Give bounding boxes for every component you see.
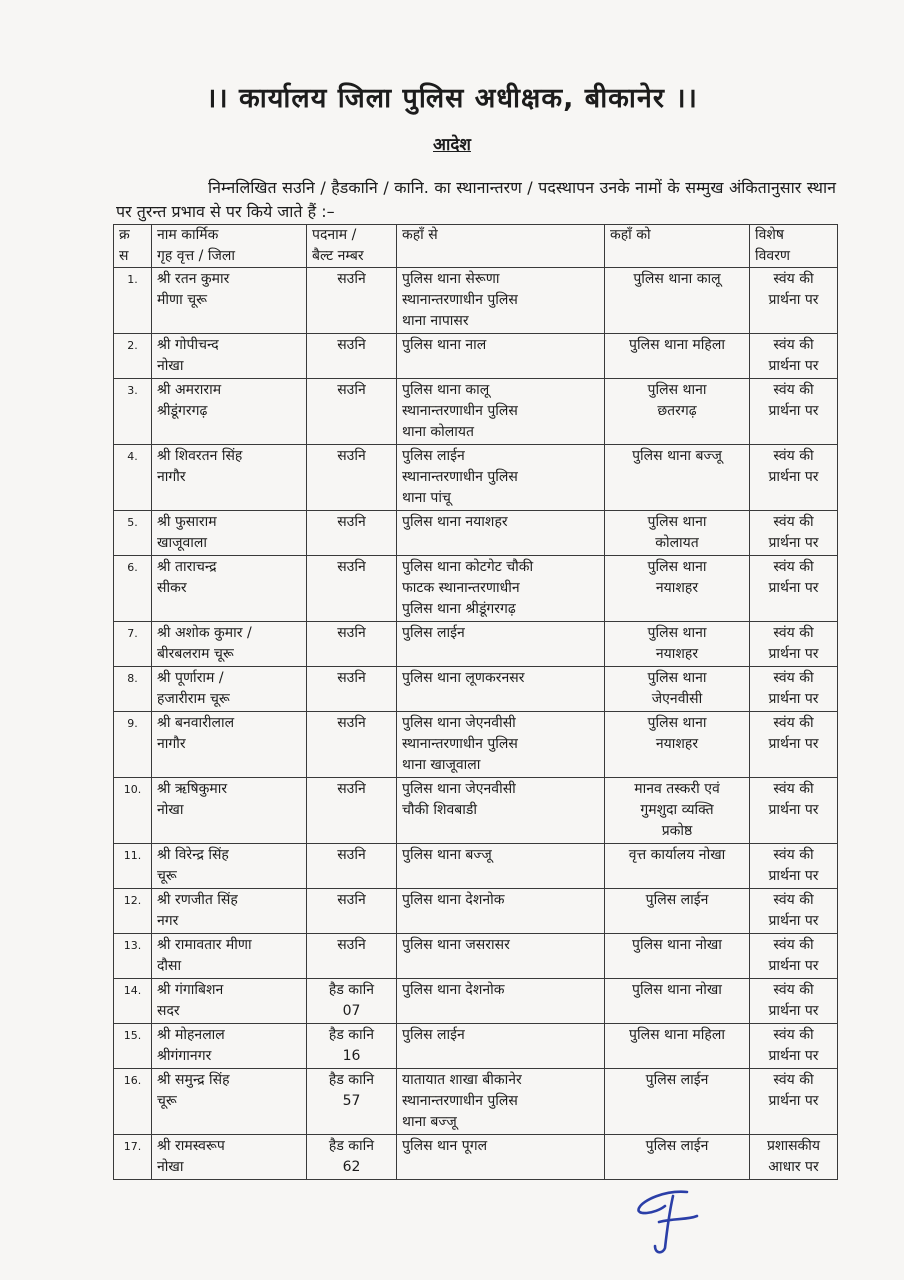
- cell-post: हैड कानि 57: [307, 1069, 397, 1135]
- cell-remarks: स्वंय की प्रार्थना पर: [750, 1024, 838, 1069]
- cell-post: सउनि: [307, 556, 397, 622]
- cell-remarks: स्वंय की प्रार्थना पर: [750, 667, 838, 712]
- cell-serial: 3.: [114, 379, 152, 445]
- header-from: कहाँ से: [397, 225, 605, 268]
- cell-remarks: स्वंय की प्रार्थना पर: [750, 511, 838, 556]
- cell-from: पुलिस थाना जसरासर: [397, 934, 605, 979]
- table-row: [114, 844, 838, 889]
- cell-post: सउनि: [307, 667, 397, 712]
- table-row: [114, 778, 838, 844]
- cell-serial: 9.: [114, 712, 152, 778]
- cell-to: पुलिस लाईन: [605, 889, 750, 934]
- cell-remarks: स्वंय की प्रार्थना पर: [750, 712, 838, 778]
- cell-serial: 17.: [114, 1135, 152, 1180]
- cell-to: पुलिस लाईन: [605, 1135, 750, 1180]
- cell-from: पुलिस लाईन: [397, 1024, 605, 1069]
- cell-serial: 4.: [114, 445, 152, 511]
- cell-name: श्री ऋषिकुमार नोखा: [152, 778, 307, 844]
- cell-to: पुलिस थाना बज्जू: [605, 445, 750, 511]
- cell-from: पुलिस थाना देशनोक: [397, 979, 605, 1024]
- cell-serial: 8.: [114, 667, 152, 712]
- cell-from: पुलिस लाईन: [397, 622, 605, 667]
- order-heading: [0, 132, 904, 155]
- cell-remarks: स्वंय की प्रार्थना पर: [750, 445, 838, 511]
- cell-remarks: स्वंय की प्रार्थना पर: [750, 778, 838, 844]
- table-row: [114, 889, 838, 934]
- cell-serial: 10.: [114, 778, 152, 844]
- cell-name: श्री रामस्वरूप नोखा: [152, 1135, 307, 1180]
- signature: [625, 1186, 715, 1256]
- cell-from: पुलिस थान पूगल: [397, 1135, 605, 1180]
- table-row: [114, 667, 838, 712]
- table-row: [114, 1069, 838, 1135]
- cell-name: श्री गंगाबिशन सदर: [152, 979, 307, 1024]
- cell-remarks: स्वंय की प्रार्थना पर: [750, 622, 838, 667]
- cell-remarks: स्वंय की प्रार्थना पर: [750, 934, 838, 979]
- cell-name: श्री अशोक कुमार / बीरबलराम चूरू: [152, 622, 307, 667]
- table-row: [114, 268, 838, 334]
- table-row: [114, 334, 838, 379]
- cell-to: पुलिस थाना कोलायत: [605, 511, 750, 556]
- header-serial: क्र स: [114, 225, 152, 268]
- cell-name: श्री गोपीचन्द नोखा: [152, 334, 307, 379]
- cell-name: श्री मोहनलाल श्रीगंगानगर: [152, 1024, 307, 1069]
- cell-remarks: स्वंय की प्रार्थना पर: [750, 268, 838, 334]
- cell-post: सउनि: [307, 934, 397, 979]
- cell-to: पुलिस थाना नयाशहर: [605, 556, 750, 622]
- cell-from: पुलिस थाना लूणकरनसर: [397, 667, 605, 712]
- cell-to: पुलिस लाईन: [605, 1069, 750, 1135]
- intro-paragraph: [116, 176, 836, 224]
- table-row: [114, 1135, 838, 1180]
- cell-remarks: स्वंय की प्रार्थना पर: [750, 844, 838, 889]
- order-heading-text: आदेश: [433, 135, 471, 155]
- cell-to: पुलिस थाना नोखा: [605, 934, 750, 979]
- cell-serial: 14.: [114, 979, 152, 1024]
- table-body: [114, 268, 838, 1180]
- cell-serial: 13.: [114, 934, 152, 979]
- table-row: [114, 511, 838, 556]
- cell-post: सउनि: [307, 334, 397, 379]
- cell-to: पुलिस थाना कालू: [605, 268, 750, 334]
- cell-to: पुलिस थाना जेएनवीसी: [605, 667, 750, 712]
- cell-post: सउनि: [307, 712, 397, 778]
- header-remarks: विशेष विवरण: [750, 225, 838, 268]
- cell-post: सउनि: [307, 889, 397, 934]
- table-row: [114, 379, 838, 445]
- table-row: [114, 1024, 838, 1069]
- cell-remarks: स्वंय की प्रार्थना पर: [750, 979, 838, 1024]
- cell-from: यातायात शाखा बीकानेर स्थानान्तरणाधीन पुलिस थाना बज्जू: [397, 1069, 605, 1135]
- cell-post: हैड कानि 07: [307, 979, 397, 1024]
- header-post: पदनाम / बैल्ट नम्बर: [307, 225, 397, 268]
- cell-post: सउनि: [307, 445, 397, 511]
- cell-from: पुलिस थाना सेरूणा स्थानान्तरणाधीन पुलिस थाना नापासर: [397, 268, 605, 334]
- cell-post: हैड कानि 16: [307, 1024, 397, 1069]
- table-header-row: [114, 225, 838, 268]
- cell-serial: 16.: [114, 1069, 152, 1135]
- cell-name: श्री ताराचन्द्र सीकर: [152, 556, 307, 622]
- table-row: [114, 979, 838, 1024]
- cell-post: सउनि: [307, 778, 397, 844]
- cell-serial: 6.: [114, 556, 152, 622]
- cell-name: श्री रामावतार मीणा दौसा: [152, 934, 307, 979]
- cell-serial: 12.: [114, 889, 152, 934]
- cell-serial: 1.: [114, 268, 152, 334]
- cell-name: श्री रतन कुमार मीणा चूरू: [152, 268, 307, 334]
- header-name: नाम कार्मिक गृह वृत्त / जिला: [152, 225, 307, 268]
- cell-post: सउनि: [307, 844, 397, 889]
- intro-text: निम्नलिखित सउनि / हैडकानि / कानि. का स्थानान्तरण / पदस्थापन उनके नामों के सम्मुख अंकितानुसार स्थान पर तुरन्त प्रभाव से पर किये जाते हैं :–: [116, 178, 836, 221]
- table-row: [114, 445, 838, 511]
- office-title: ।। कार्यालय जिला पुलिस अधीक्षक, बीकानेर ।।: [206, 83, 698, 114]
- cell-name: श्री पूर्णाराम / हजारीराम चूरू: [152, 667, 307, 712]
- cell-post: सउनि: [307, 268, 397, 334]
- cell-serial: 11.: [114, 844, 152, 889]
- cell-name: श्री विरेन्द्र सिंह चूरू: [152, 844, 307, 889]
- cell-post: सउनि: [307, 511, 397, 556]
- table-row: [114, 934, 838, 979]
- cell-name: श्री फुसाराम खाजूवाला: [152, 511, 307, 556]
- cell-to: पुलिस थाना महिला: [605, 334, 750, 379]
- cell-from: पुलिस थाना देशनोक: [397, 889, 605, 934]
- cell-from: पुलिस थाना कालू स्थानान्तरणाधीन पुलिस थाना कोलायत: [397, 379, 605, 445]
- cell-from: पुलिस थाना नाल: [397, 334, 605, 379]
- cell-name: श्री बनवारीलाल नागौर: [152, 712, 307, 778]
- header-to: कहाँ को: [605, 225, 750, 268]
- cell-remarks: स्वंय की प्रार्थना पर: [750, 334, 838, 379]
- cell-name: श्री शिवरतन सिंह नागौर: [152, 445, 307, 511]
- table-row: [114, 556, 838, 622]
- cell-to: पुलिस थाना नयाशहर: [605, 712, 750, 778]
- cell-serial: 15.: [114, 1024, 152, 1069]
- cell-from: पुलिस थाना कोटगेट चौकी फाटक स्थानान्तरणाधीन पुलिस थाना श्रीडूंगरगढ़: [397, 556, 605, 622]
- cell-to: पुलिस थाना नयाशहर: [605, 622, 750, 667]
- table-row: [114, 712, 838, 778]
- cell-to: पुलिस थाना छतरगढ़: [605, 379, 750, 445]
- cell-name: श्री समुन्द्र सिंह चूरू: [152, 1069, 307, 1135]
- cell-post: सउनि: [307, 622, 397, 667]
- cell-to: पुलिस थाना नोखा: [605, 979, 750, 1024]
- cell-from: पुलिस थाना जेएनवीसी स्थानान्तरणाधीन पुलिस थाना खाजूवाला: [397, 712, 605, 778]
- cell-to: वृत्त कार्यालय नोखा: [605, 844, 750, 889]
- cell-to: पुलिस थाना महिला: [605, 1024, 750, 1069]
- cell-from: पुलिस थाना नयाशहर: [397, 511, 605, 556]
- cell-serial: 2.: [114, 334, 152, 379]
- cell-remarks: प्रशासकीय आधार पर: [750, 1135, 838, 1180]
- cell-name: श्री अमराराम श्रीडूंगरगढ़: [152, 379, 307, 445]
- cell-to: मानव तस्करी एवं गुमशुदा व्यक्ति प्रकोष्ठ: [605, 778, 750, 844]
- cell-post: सउनि: [307, 379, 397, 445]
- cell-remarks: स्वंय की प्रार्थना पर: [750, 1069, 838, 1135]
- cell-serial: 5.: [114, 511, 152, 556]
- cell-remarks: स्वंय की प्रार्थना पर: [750, 889, 838, 934]
- cell-from: पुलिस लाईन स्थानान्तरणाधीन पुलिस थाना पांचू: [397, 445, 605, 511]
- table-row: [114, 622, 838, 667]
- cell-serial: 7.: [114, 622, 152, 667]
- cell-post: हैड कानि 62: [307, 1135, 397, 1180]
- cell-remarks: स्वंय की प्रार्थना पर: [750, 379, 838, 445]
- cell-from: पुलिस थाना जेएनवीसी चौकी शिवबाडी: [397, 778, 605, 844]
- cell-from: पुलिस थाना बज्जू: [397, 844, 605, 889]
- transfer-table: [113, 224, 838, 1180]
- cell-name: श्री रणजीत सिंह नगर: [152, 889, 307, 934]
- cell-remarks: स्वंय की प्रार्थना पर: [750, 556, 838, 622]
